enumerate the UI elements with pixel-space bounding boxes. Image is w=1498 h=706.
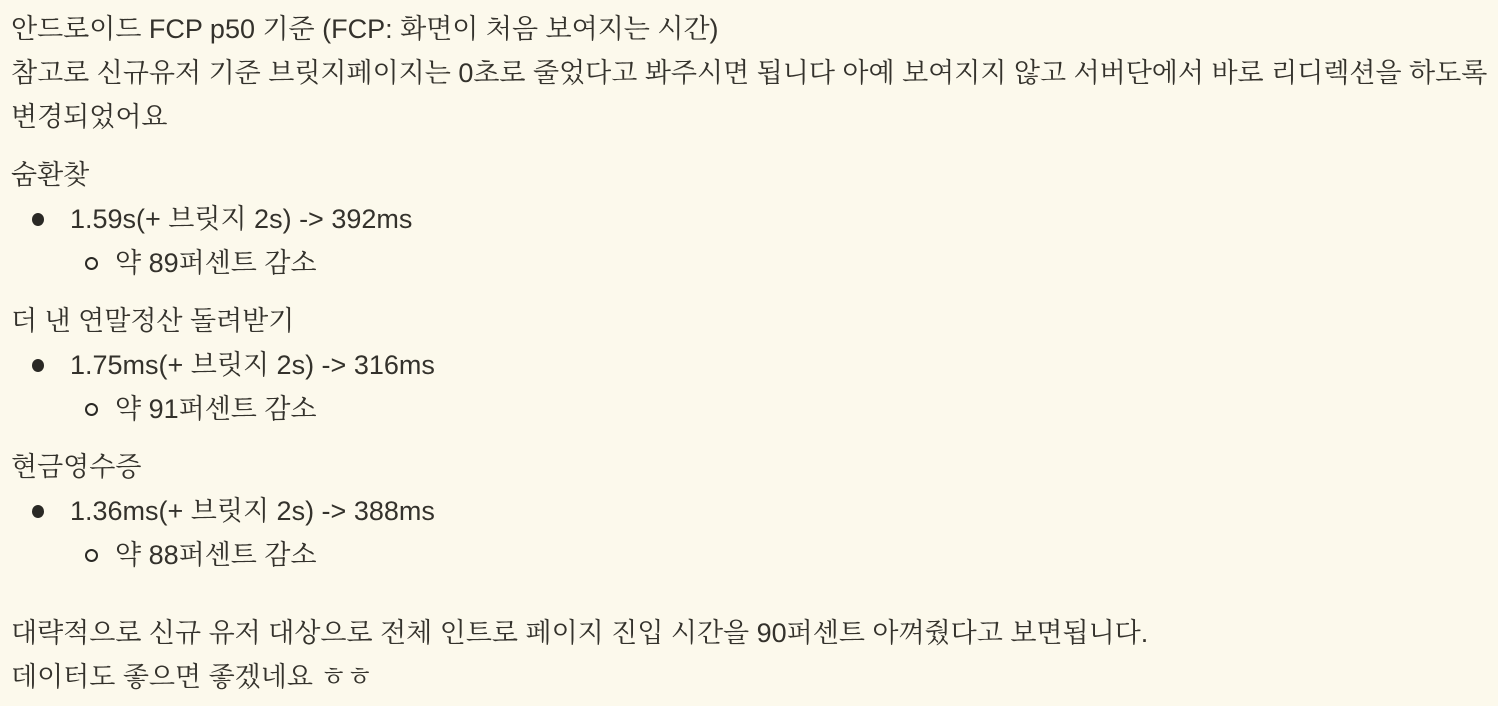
list-item <box>11 343 1490 387</box>
outro-line-1: 대략적으로 신규 유저 대상으로 전체 인트로 페이지 진입 시간을 90퍼센트 아껴줬다고 보면됩니다. <box>11 618 1149 648</box>
sub-metric-text: 약 91퍼센트 감소 <box>115 394 317 424</box>
list-item <box>11 241 1490 285</box>
sub-metric-text: 약 88퍼센트 감소 <box>115 540 317 570</box>
intro-line-1: 안드로이드 FCP p50 기준 (FCP: 화면이 처음 보여지는 시간) <box>11 14 719 44</box>
bullet-icon <box>32 505 70 518</box>
outro-paragraph <box>11 611 1490 699</box>
bullet-icon <box>32 213 70 226</box>
outro-line-2: 데이터도 좋으면 좋겠네요 ㅎㅎ <box>11 662 373 692</box>
list-item <box>11 489 1490 533</box>
hollow-bullet-icon <box>85 257 115 270</box>
section-title: 현금영수증 <box>11 452 142 482</box>
section-sumhwanchat <box>11 153 1490 285</box>
bullet-icon <box>32 359 70 372</box>
section-hyeongeumyeongsujeung <box>11 445 1490 577</box>
list-item <box>11 197 1490 241</box>
section-title: 더 낸 연말정산 돌려받기 <box>11 306 295 336</box>
intro-line-2: 참고로 신규유저 기준 브릿지페이지는 0초로 줄었다고 봐주시면 됩니다 아예 보여지지 않고 서버단에서 바로 리디렉션을 하도록 변경되었어요 <box>11 58 1488 132</box>
list-item <box>11 387 1490 431</box>
section-yeonmaljeongsan <box>11 299 1490 431</box>
metric-text: 1.36ms(+ 브릿지 2s) -> 388ms <box>70 496 435 526</box>
section-title: 숨환찾 <box>11 160 90 190</box>
metric-text: 1.75ms(+ 브릿지 2s) -> 316ms <box>70 350 435 380</box>
hollow-bullet-icon <box>85 549 115 562</box>
hollow-bullet-icon <box>85 403 115 416</box>
intro-paragraph <box>11 7 1490 139</box>
sub-metric-text: 약 89퍼센트 감소 <box>115 248 317 278</box>
metric-text: 1.59s(+ 브릿지 2s) -> 392ms <box>70 204 413 234</box>
list-item <box>11 533 1490 577</box>
